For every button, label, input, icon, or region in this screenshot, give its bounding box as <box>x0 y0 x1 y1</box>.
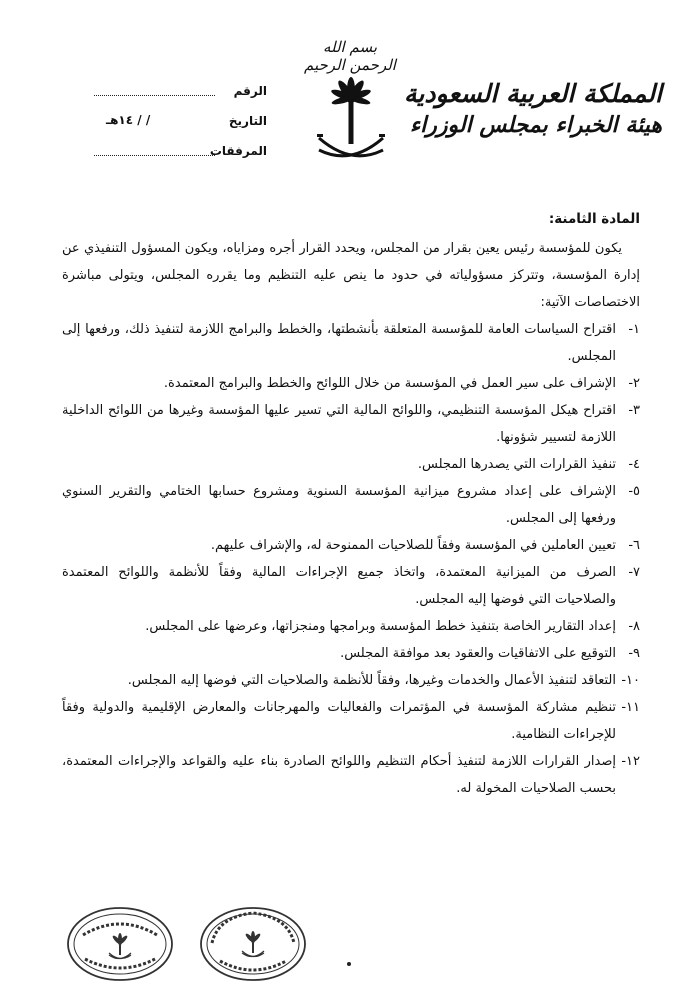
item-text: تنظيم مشاركة المؤسسة في المؤتمرات والفعاليات والمهرجانات والمعارض الإقليمية والدولية وفقاً للإجراءات النظامية. <box>62 700 616 742</box>
item-text: التوقيع على الاتفاقيات والعقود بعد موافقة المجلس. <box>340 646 616 661</box>
item-text: إعداد التقارير الخاصة بتنفيذ خطط المؤسسة وبرامجها ومنجزاتها، وعرضها على المجلس. <box>145 619 616 634</box>
item-number: ٧- <box>628 565 640 580</box>
list-item <box>62 532 640 559</box>
list-item <box>62 478 640 532</box>
item-text: الإشراف على إعداد مشروع ميزانية المؤسسة السنوية ومشروع حسابها الختامي والتقرير السنوي ورفعها إلى المجلس. <box>62 484 616 526</box>
date-label: التاريخ <box>228 114 267 128</box>
list-item <box>62 694 640 748</box>
item-number: ٢- <box>628 376 640 391</box>
item-text: الإشراف على سير العمل في المؤسسة من خلال اللوائح والخطط والبرامج المعتمدة. <box>163 376 616 391</box>
document-meta <box>92 84 267 174</box>
item-number: ٤- <box>628 457 640 472</box>
list-item <box>62 667 640 694</box>
list-item <box>62 640 640 667</box>
item-text: الصرف من الميزانية المعتمدة، واتخاذ جميع الإجراءات المالية وفقاً للأنظمة واللوائح المعتمدة والصلاحيات التي فوضها إليه المجلس. <box>62 565 616 607</box>
item-number: ١- <box>628 322 640 337</box>
official-stamp-right <box>198 905 308 983</box>
list-item <box>62 748 640 802</box>
attachments-line <box>94 155 215 156</box>
org-country: المملكة العربية السعودية <box>403 79 662 108</box>
item-number: ٦- <box>628 538 640 553</box>
date-value: / / ١٤هـ <box>106 113 151 127</box>
stray-dot <box>347 962 351 966</box>
item-number: ١٠- <box>621 673 640 688</box>
official-stamp-left <box>65 905 175 983</box>
article-intro: يكون للمؤسسة رئيس يعين بقرار من المجلس، ويحدد القرار أجره ومزاياه، ويكون المسؤول التنفيذي عن إدارة المؤسسة، وتتركز مسؤولياته في حدود ما ينص عليه التنظيم وما يقرره المجلس، ويتولى مباشرة الاختصاصات الآتية: <box>62 241 640 310</box>
meta-date-row <box>92 114 267 144</box>
item-text: إصدار القرارات اللازمة لتنفيذ أحكام التنظيم واللوائح الصادرة بناء عليه والقواعد والإجراءات المعتمدة، بحسب الصلاحيات المخولة له. <box>62 754 616 796</box>
org-name: هيئة الخبراء بمجلس الوزراء <box>409 112 662 138</box>
list-item <box>62 559 640 613</box>
number-line <box>94 95 215 96</box>
item-text: اقتراح هيكل المؤسسة التنظيمي، واللوائح المالية التي تسير عليها المؤسسة وغيرها من اللوائح الداخلية اللازمة لتسيير شؤونها. <box>62 403 616 445</box>
item-number: ١٢- <box>621 754 640 769</box>
duties-list <box>62 316 640 802</box>
item-number: ٩- <box>628 646 640 661</box>
item-number: ٨- <box>628 619 640 634</box>
basmala: بسم الله الرحمن الرحيم <box>304 38 396 74</box>
document-body <box>62 206 640 802</box>
item-number: ١١- <box>621 700 640 715</box>
item-number: ٣- <box>628 403 640 418</box>
organization-header <box>404 78 662 140</box>
item-text: اقتراح السياسات العامة للمؤسسة المتعلقة بأنشطتها، والخطط والبرامج اللازمة لتنفيذ ذلك، ورفعها إلى المجلس. <box>62 322 616 364</box>
article-title: المادة الثامنة: <box>548 211 640 227</box>
list-item <box>62 613 640 640</box>
list-item <box>62 316 640 370</box>
number-label: الرقم <box>233 84 267 98</box>
list-item <box>62 397 640 451</box>
meta-attachments-row <box>92 144 267 174</box>
item-number: ٥- <box>628 484 640 499</box>
meta-number-row <box>92 84 267 114</box>
list-item <box>62 451 640 478</box>
item-text: تنفيذ القرارات التي يصدرها المجلس. <box>417 457 616 472</box>
item-text: التعاقد لتنفيذ الأعمال والخدمات وغيرها، وفقاً للأنظمة والصلاحيات التي فوضها إليه المجلس. <box>127 673 616 688</box>
saudi-emblem-icon <box>315 70 387 170</box>
list-item <box>62 370 640 397</box>
attachments-label: المرفقات <box>209 144 267 158</box>
item-text: تعيين العاملين في المؤسسة وفقاً للصلاحيات الممنوحة له، والإشراف عليهم. <box>210 538 616 553</box>
